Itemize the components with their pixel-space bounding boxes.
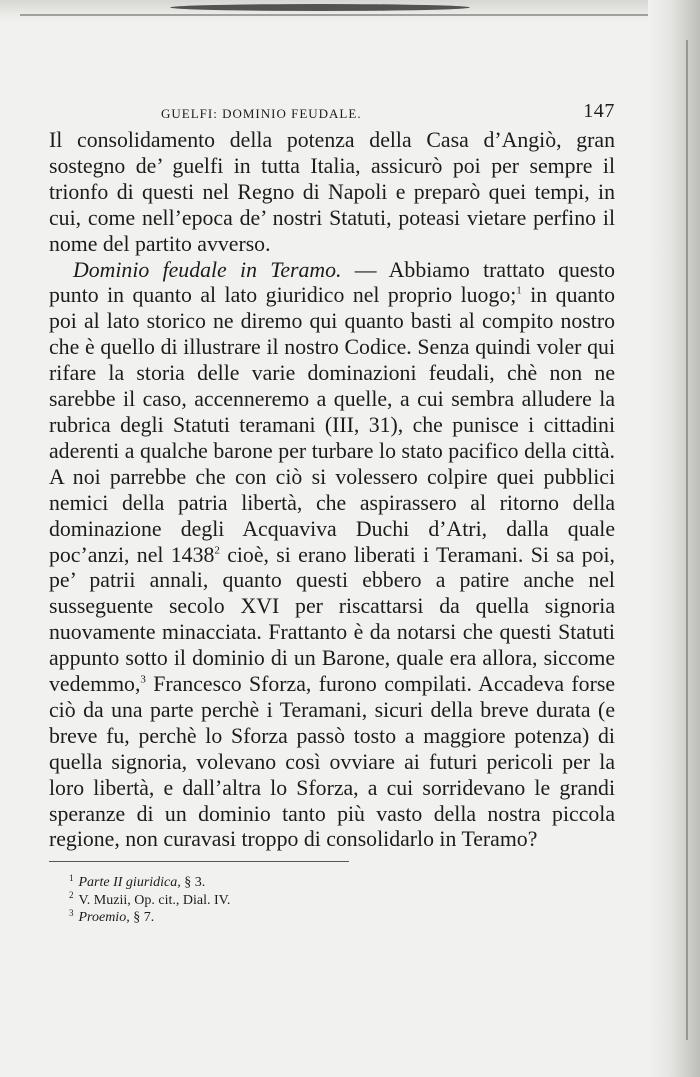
footnote-divider <box>49 861 349 862</box>
paragraph-2-text-b: in quanto poi al lato storico ne diremo qui quanto basti al compito nostro che è quello di illustrare il nostro Codice. Senza quindi voler qui rifare la storia delle varie dominazioni feudali, chè non ne sarebbe il caso, accenneremo a quelle, a cui sembra alludere la rubrica degli Statuti teramani (III, 31), che punisce i cittadini aderenti a qualche barone per turbare lo stato pacifico della città. A noi parrebbe che con ciò si volessero colpire quei pubblici nemici della patria libertà, che aspirassero al ritorno della dominazione degli Acquaviva Duchi d’Atri, dalla quale poc’anzi, nel 1438 <box>49 283 615 567</box>
footnote-3 <box>69 909 615 927</box>
footnote-italic: Parte II giuridica, <box>78 875 181 891</box>
section-title: Dominio feudale in Teramo. <box>73 257 342 282</box>
page-top-shadow <box>0 0 700 22</box>
body-text <box>49 128 615 853</box>
footnote-1 <box>69 874 615 892</box>
book-spine-edge <box>648 0 700 1077</box>
paragraph-2-text-c: cioè, si erano liberati i Teramani. Si sa poi, pe’ patrii annali, quanto questi ebbero a patire anche nel susseguente secolo XVI per riscattarsi da quella signoria nuovamente minacciata. Frattanto è da notarsi che questi Statuti appunto sotto il dominio di un Barone, quale era allora, siccome vedemmo, <box>49 542 616 697</box>
paragraph-2-text-d: Francesco Sforza, furono compilati. Accadeva forse ciò da una parte perchè i Teramani, sicuri della breve durata (e breve fu, perchè lo Sforza passò tosto a maggiore potenza) di quella signoria, volevano così ovviare ai futuri pericoli per la loro libertà, e dall’altra lo Sforza, a cui sorridevano le grandi speranze di un dominio tanto più vasto della nostra piccola regione, non curavasi troppo di consolidarlo in Teramo? <box>49 672 615 852</box>
footnote-2 <box>69 892 615 910</box>
footnote-ref-2: 2 <box>214 544 220 557</box>
paragraph-2 <box>49 258 615 854</box>
footnote-text: § 3. <box>180 875 206 891</box>
footnote-text: V. Muzii, Op. cit., Dial. IV. <box>78 892 231 908</box>
footnote-number: 3 <box>69 907 74 918</box>
footnote-italic: Proemio, <box>78 910 130 926</box>
footnote-text: § 7. <box>129 910 155 926</box>
book-page <box>49 100 615 927</box>
footnote-ref-1: 1 <box>516 285 522 298</box>
running-header-title: GUELFI: DOMINIO FEUDALE. <box>161 106 362 121</box>
paragraph-2-text-a: — Abbiamo trattato questo punto in quanto al lato giuridico nel proprio luogo; <box>49 257 615 308</box>
footnotes <box>69 874 615 927</box>
paragraph-1: Il consolidamento della potenza della Casa d’Angiò, gran sostegno de’ guelfi in tutta Italia, assicurò poi per sempre il trionfo di questi nel Regno di Napoli e preparò quei tempi, in cui, come nell’epoca de’ nostri Statuti, poteasi vietare perfino il nome del partito avverso. <box>49 128 615 256</box>
running-header <box>49 100 615 128</box>
footnote-number: 2 <box>69 890 74 901</box>
footnote-number: 1 <box>69 872 74 883</box>
footnote-ref-3: 3 <box>140 673 146 686</box>
page-number: 147 <box>583 100 615 122</box>
